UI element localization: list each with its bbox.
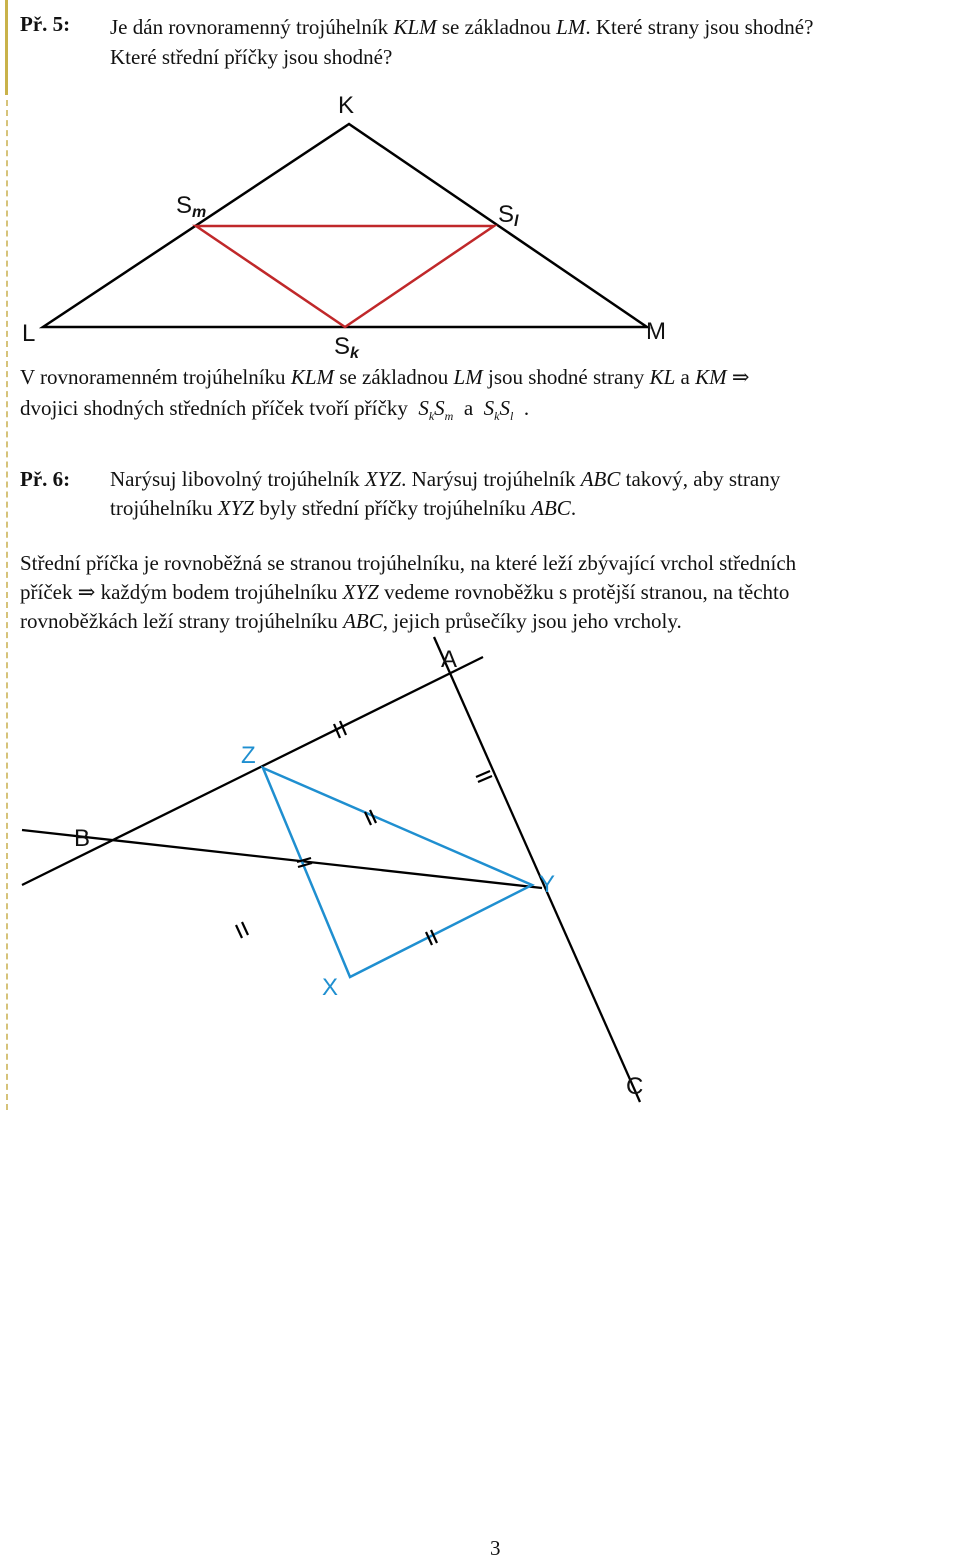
label-sk: Sk bbox=[334, 333, 359, 362]
ex6-label: Př. 6: bbox=[20, 467, 71, 491]
line-ac bbox=[434, 637, 640, 1102]
label-b: B bbox=[74, 825, 91, 852]
ex6-task-line1: Narýsuj libovolný trojúhelník XYZ. Narýsuj trojúhelník ABC takový, aby strany bbox=[110, 467, 781, 491]
ex5-label: Př. 5: bbox=[20, 12, 71, 36]
ex5-task-line1: Je dán rovnoramenný trojúhelník KLM se základnou LM. Které strany jsou shodné? bbox=[110, 15, 814, 39]
tick-marks-blue-sides bbox=[297, 810, 437, 945]
midsegment-triangle bbox=[196, 226, 494, 327]
tick-marks-black bbox=[236, 721, 492, 938]
label-m: M bbox=[646, 318, 666, 345]
implies-arrow: ⇒ bbox=[731, 365, 750, 389]
ex6-task-line2: trojúhelníku XYZ byly střední příčky trojúhelníku ABC. bbox=[110, 496, 577, 520]
ex6-answer-line3: rovnoběžkách leží strany trojúhelníku ABC, jejich průsečíky jsou jeho vrcholy. bbox=[20, 609, 682, 633]
page-number: 3 bbox=[490, 1536, 501, 1560]
ex5-task-line2: Které střední příčky jsou shodné? bbox=[110, 45, 393, 69]
label-sm: Sm bbox=[176, 192, 207, 221]
label-c: C bbox=[626, 1073, 644, 1100]
label-l: L bbox=[22, 320, 36, 347]
ex6-answer-line2: příček ⇒ každým bodem trojúhelníku XYZ vedeme rovnoběžku s protější stranou, na těchto bbox=[20, 580, 790, 604]
label-x: X bbox=[322, 974, 339, 1001]
label-a: A bbox=[441, 646, 458, 673]
ex5-answer-line2: dvojici shodných středních příček tvoří příčky $S_kS_m$ a $S_kS_l$ . bbox=[20, 396, 530, 423]
label-y: Y bbox=[539, 871, 556, 898]
ex6-answer-line1: Střední příčka je rovnoběžná se stranou trojúhelníku, na které leží zbývající vrchol středních bbox=[20, 551, 797, 575]
label-k: K bbox=[338, 92, 355, 119]
implies-arrow: ⇒ bbox=[77, 580, 96, 604]
label-z: Z bbox=[241, 742, 256, 769]
line-bc bbox=[22, 830, 542, 888]
label-sl: Sl bbox=[498, 201, 519, 230]
line-ab bbox=[22, 657, 483, 885]
ex5-answer-line1: V rovnoramenném trojúhelníku KLM se základnou LM jsou shodné strany KL a KM ⇒ bbox=[20, 365, 750, 389]
